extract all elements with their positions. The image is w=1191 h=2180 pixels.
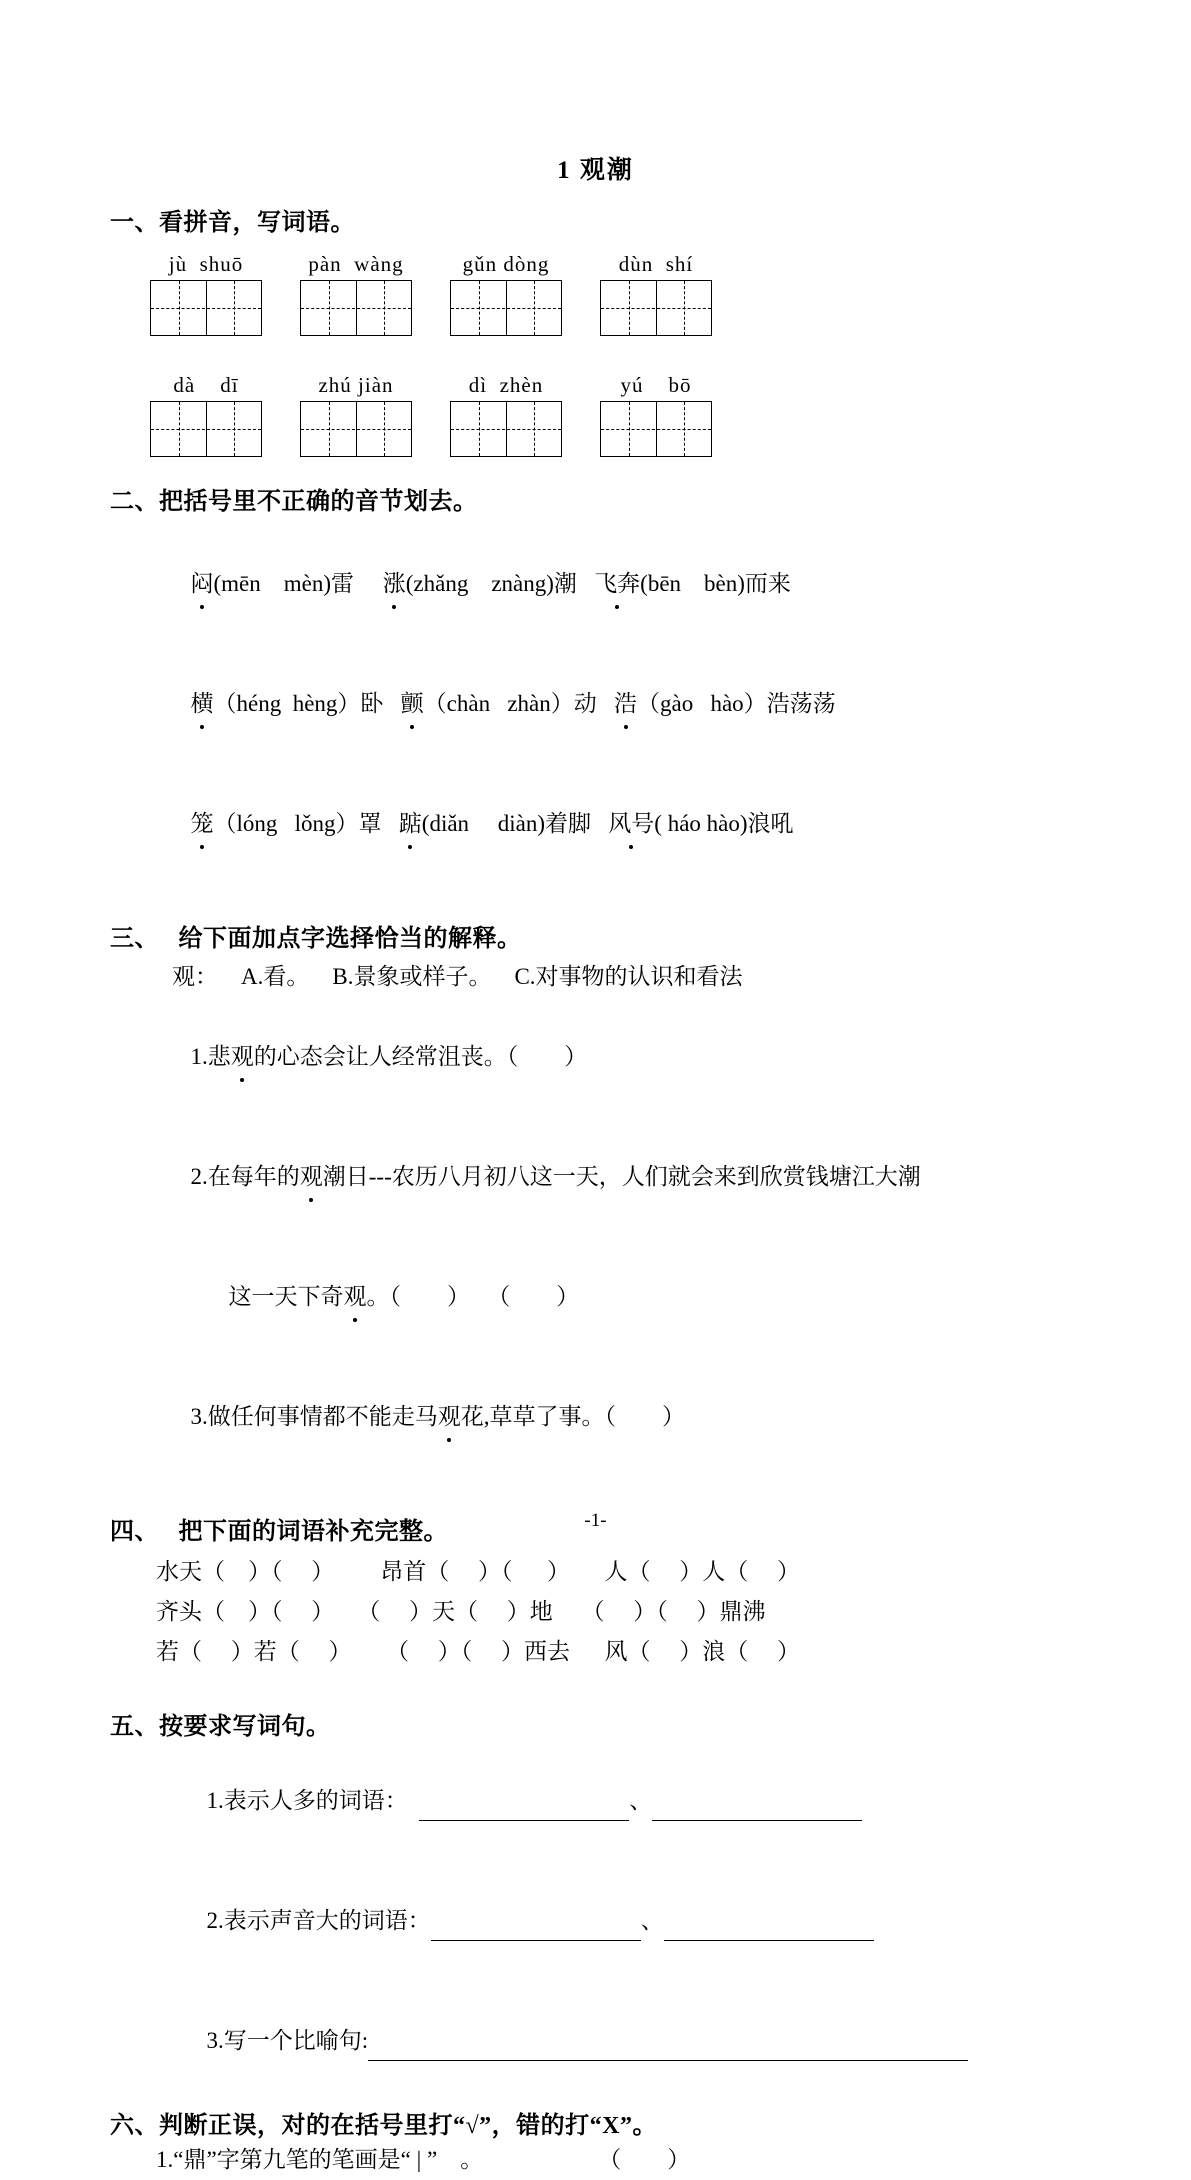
dotted-char: 闷 (191, 564, 214, 604)
item-label: 3.写一个比喻句: (206, 2028, 369, 2053)
section-5 (110, 1706, 1081, 2101)
section-5-item (110, 1981, 1081, 2101)
section-5-heading: 五、按要求写词句。 (110, 1714, 331, 1740)
pinyin-label: dì zhèn (468, 373, 544, 397)
item-number: 1. (190, 1044, 208, 1069)
item-text-post[interactable]: 的心态会让人经常沮丧。（ ） (253, 1044, 588, 1069)
item-text-post[interactable]: 花,草草了事。（ ） (460, 1404, 685, 1429)
pinyin-label: yú bō (620, 373, 692, 397)
section-6 (110, 2105, 1081, 2180)
answer-blank[interactable] (368, 2038, 968, 2061)
section-3-heading: 三、 给下面加点字选择恰当的解释。 (110, 926, 522, 952)
section-4-heading: 四、 把下面的词语补充完整。 (110, 1519, 448, 1545)
section-4-row[interactable]: 若（ ）若（ ） （ ）（ ）西去 风（ ）浪（ ） (156, 1639, 800, 1664)
item-text-post[interactable]: 。（ ） （ ） (366, 1284, 580, 1309)
choice-text[interactable]: (bēn bèn)而来 (640, 571, 791, 596)
pinyin-grid-item (600, 251, 712, 336)
tianzige-box[interactable] (600, 280, 712, 336)
item-text-post: 潮日---农历八月初八这一天，人们就会来到欣赏钱塘江大潮 (322, 1164, 921, 1189)
choice-text[interactable]: （héng hèng）卧 (213, 691, 384, 716)
blank-separator: 、 (640, 1908, 664, 1933)
blank-separator: 、 (629, 1788, 653, 1813)
section-5-item (110, 1861, 1081, 1981)
choice-text[interactable]: (zhǎng znàng)潮 (405, 571, 577, 596)
section-2-row (110, 524, 1081, 644)
section-3-item (110, 1117, 1081, 1237)
item-number: 3. (190, 1404, 208, 1429)
dotted-char: 涨 (383, 564, 406, 604)
dotted-char: 横 (191, 684, 214, 724)
section-1-heading: 一、看拼音，写词语。 (110, 210, 355, 236)
choice-text[interactable]: （lóng lǒng）罩 (213, 811, 382, 836)
pinyin-label: zhú jiàn (318, 373, 394, 397)
section-6-heading: 六、判断正误，对的在括号里打“√”，错的打“X”。 (110, 2113, 658, 2139)
answer-blank[interactable] (652, 1798, 862, 1821)
section-3-item (110, 1357, 1081, 1477)
pinyin-label: gǔn dòng (462, 252, 550, 276)
choice-text[interactable]: （gào hào）浩荡荡 (637, 691, 836, 716)
answer-blank[interactable] (664, 1918, 874, 1941)
pinyin-grid-item (300, 372, 412, 457)
tianzige-box[interactable] (300, 401, 412, 457)
tianzige-box[interactable] (450, 401, 562, 457)
tianzige-box[interactable] (300, 280, 412, 336)
section-5-item (110, 1741, 1081, 1861)
pinyin-grid-item (450, 372, 562, 457)
pinyin-grid-item (150, 251, 262, 336)
pinyin-grid-item (600, 372, 712, 457)
dotted-char: 飞奔 (594, 564, 640, 604)
pinyin-label: jù shuō (168, 252, 244, 276)
item-text-pre: 在每年的 (207, 1164, 300, 1189)
dotted-char: 观 (231, 1037, 254, 1077)
dotted-char: 踮 (399, 804, 422, 844)
dotted-char: 风号 (608, 804, 654, 844)
section-4 (110, 1511, 1081, 1672)
pinyin-label: pàn wàng (308, 252, 404, 276)
page-title: 1 观潮 (557, 157, 634, 184)
pinyin-label: dà dī (173, 373, 239, 397)
section-6-item[interactable]: 1.“鼎”字第九笔的笔画是“ | ” 。 （ ） (156, 2147, 691, 2172)
section-2-row (110, 644, 1081, 764)
item-number: 2. (190, 1164, 208, 1189)
dotted-char: 观 (300, 1157, 323, 1197)
choice-text[interactable]: （chàn zhàn）动 (423, 691, 597, 716)
page-number: -1- (584, 1510, 607, 1531)
answer-blank[interactable] (419, 1798, 629, 1821)
item-text-pre: 这一天下奇 (228, 1284, 344, 1309)
pinyin-label: dùn shí (618, 252, 694, 276)
section-2-row (110, 764, 1081, 884)
tianzige-box[interactable] (450, 280, 562, 336)
dotted-char: 笼 (191, 804, 214, 844)
pinyin-grid-item (300, 251, 412, 336)
section-4-row[interactable]: 齐头（ ）（ ） （ ）天（ ）地 （ ）（ ）鼎沸 (156, 1599, 766, 1624)
choice-text[interactable]: ( háo hào)浪吼 (654, 811, 794, 836)
answer-blank[interactable] (431, 1918, 641, 1941)
tianzige-box[interactable] (150, 401, 262, 457)
section-3-item-continuation (110, 1237, 1081, 1357)
section-3 (110, 918, 1081, 1477)
item-text-pre: 悲 (207, 1044, 231, 1069)
dotted-char: 浩 (614, 684, 637, 724)
item-label: 2.表示声音大的词语： (206, 1908, 431, 1933)
tianzige-box[interactable] (150, 280, 262, 336)
pinyin-grid-item (150, 372, 262, 457)
tianzige-box[interactable] (600, 401, 712, 457)
dotted-char: 颤 (401, 684, 424, 724)
choice-text[interactable]: (diǎn diàn)着脚 (421, 811, 592, 836)
section-3-legend: 观： A.看。 B.景象或样子。 C.对事物的认识和看法 (172, 964, 743, 989)
pinyin-grid-row-2 (110, 372, 1081, 457)
section-4-row[interactable]: 水天（ ）（ ） 昂首（ ）（ ） 人（ ）人（ ） (156, 1559, 800, 1584)
section-2-heading: 二、把括号里不正确的音节划去。 (110, 489, 478, 515)
pinyin-grid-row-1 (110, 251, 1081, 336)
item-text-pre: 做任何事情都不能走马 (207, 1404, 438, 1429)
section-2 (110, 481, 1081, 884)
dotted-char: 观 (344, 1277, 367, 1317)
dotted-char: 观 (438, 1397, 461, 1437)
section-3-item (110, 997, 1081, 1117)
item-label: 1.表示人多的词语： (206, 1788, 408, 1813)
choice-text[interactable]: (mēn mèn)雷 (213, 571, 355, 596)
pinyin-grid-item (450, 251, 562, 336)
